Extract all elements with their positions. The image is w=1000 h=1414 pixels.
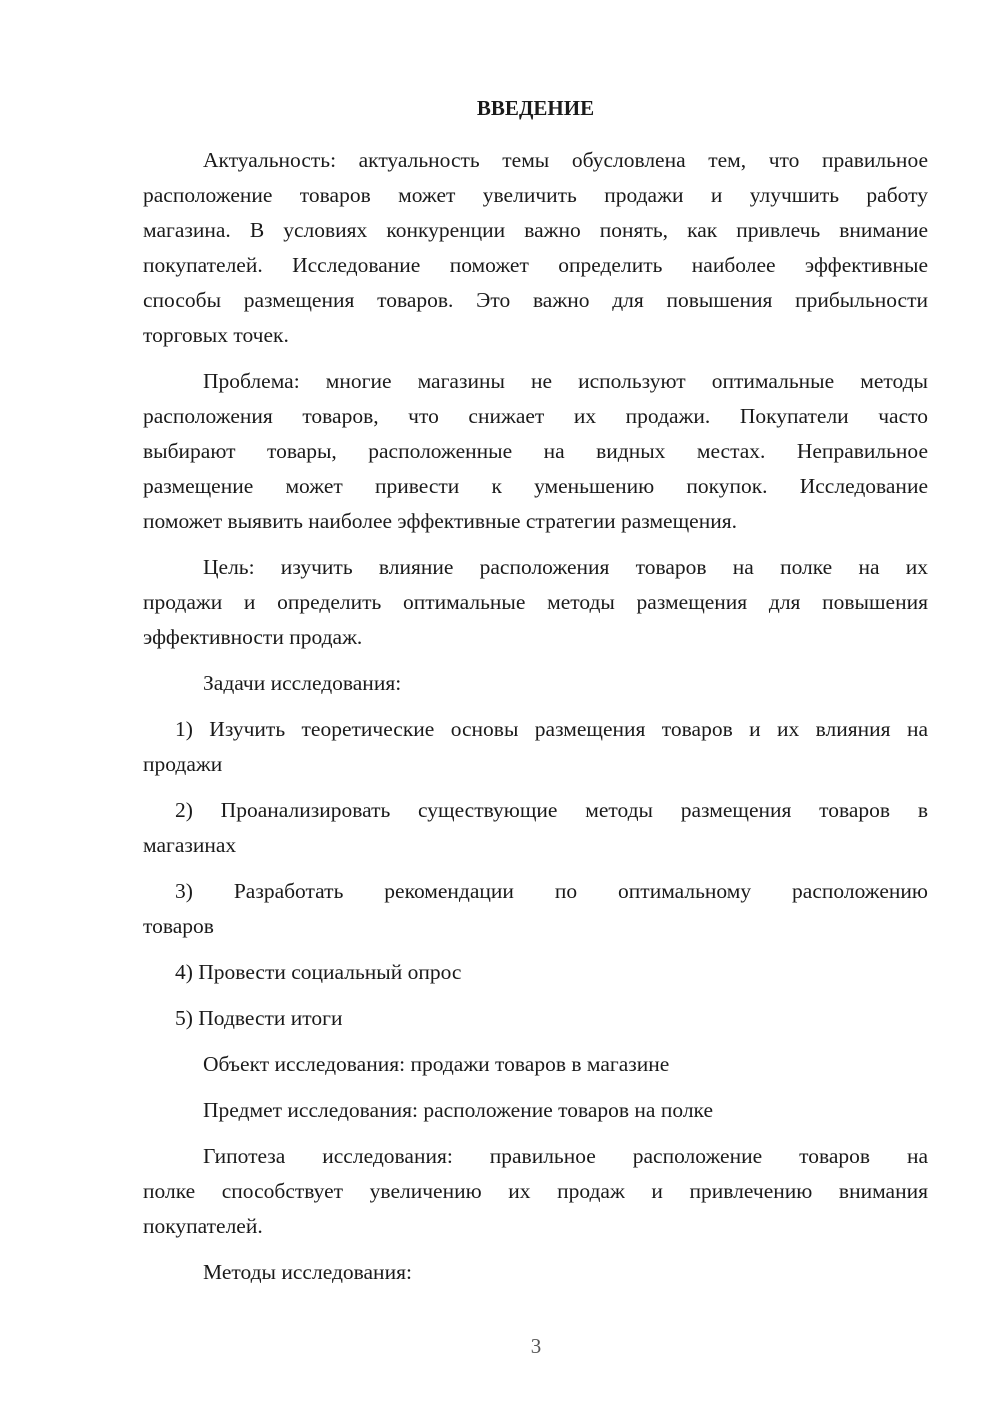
- paragraph: [143, 1094, 928, 1129]
- task-list-item: [143, 1002, 928, 1037]
- text-line: Задачи исследования:: [203, 671, 402, 695]
- task-list-item: [143, 956, 928, 991]
- text-line: эффективности продаж.: [143, 625, 363, 649]
- text-line: расположение товаров может увеличить продажи и улучшить работу: [143, 183, 928, 207]
- text-line: торговых точек.: [143, 323, 289, 347]
- text-line: покупателей.: [143, 1214, 263, 1238]
- paragraph: [143, 1048, 928, 1083]
- text-line: размещение может привести к уменьшению покупок. Исследование: [143, 474, 928, 498]
- page-title: ВВЕДЕНИЕ: [476, 96, 595, 120]
- task-list-item: [143, 875, 928, 945]
- text-line: магазинах: [143, 833, 237, 857]
- text-line: 2) Проанализировать существующие методы размещения товаров в: [175, 798, 928, 822]
- paragraph: [143, 551, 928, 656]
- text-line: товаров: [143, 914, 214, 938]
- text-line: Методы исследования:: [203, 1260, 412, 1284]
- text-line: 4) Провести социальный опрос: [175, 960, 462, 984]
- text-line: полке способствует увеличению их продаж и привлечению внимания: [143, 1179, 928, 1203]
- text-line: расположения товаров, что снижает их продажи. Покупатели часто: [143, 404, 928, 428]
- document-body: [143, 144, 928, 1302]
- page-number: 3: [530, 1334, 542, 1358]
- text-line: Актуальность: актуальность темы обусловлена тем, что правильное: [203, 148, 928, 172]
- task-list-item: [143, 794, 928, 864]
- text-line: Гипотеза исследования: правильное расположение товаров на: [203, 1144, 928, 1168]
- paragraph: [143, 1256, 928, 1291]
- text-line: Предмет исследования: расположение товаров на полке: [203, 1098, 713, 1122]
- paragraph: [143, 667, 928, 702]
- text-line: магазина. В условиях конкуренции важно понять, как привлечь внимание: [143, 218, 928, 242]
- text-line: Объект исследования: продажи товаров в магазине: [203, 1052, 670, 1076]
- paragraph: [143, 144, 928, 354]
- task-list-item: [143, 713, 928, 783]
- text-line: покупателей. Исследование поможет определить наиболее эффективные: [143, 253, 928, 277]
- text-line: 3) Разработать рекомендации по оптимальному расположению: [175, 879, 928, 903]
- text-line: Проблема: многие магазины не используют оптимальные методы: [203, 369, 928, 393]
- paragraph: [143, 365, 928, 540]
- paragraph: [143, 1140, 928, 1245]
- text-line: 5) Подвести итоги: [175, 1006, 343, 1030]
- text-line: продажи: [143, 752, 223, 776]
- text-line: способы размещения товаров. Это важно для повышения прибыльности: [143, 288, 928, 312]
- text-line: продажи и определить оптимальные методы размещения для повышения: [143, 590, 928, 614]
- text-line: выбирают товары, расположенные на видных местах. Неправильное: [143, 439, 928, 463]
- text-line: поможет выявить наиболее эффективные стратегии размещения.: [143, 509, 737, 533]
- text-line: Цель: изучить влияние расположения товаров на полке на их: [203, 555, 928, 579]
- text-line: 1) Изучить теоретические основы размещения товаров и их влияния на: [175, 717, 928, 741]
